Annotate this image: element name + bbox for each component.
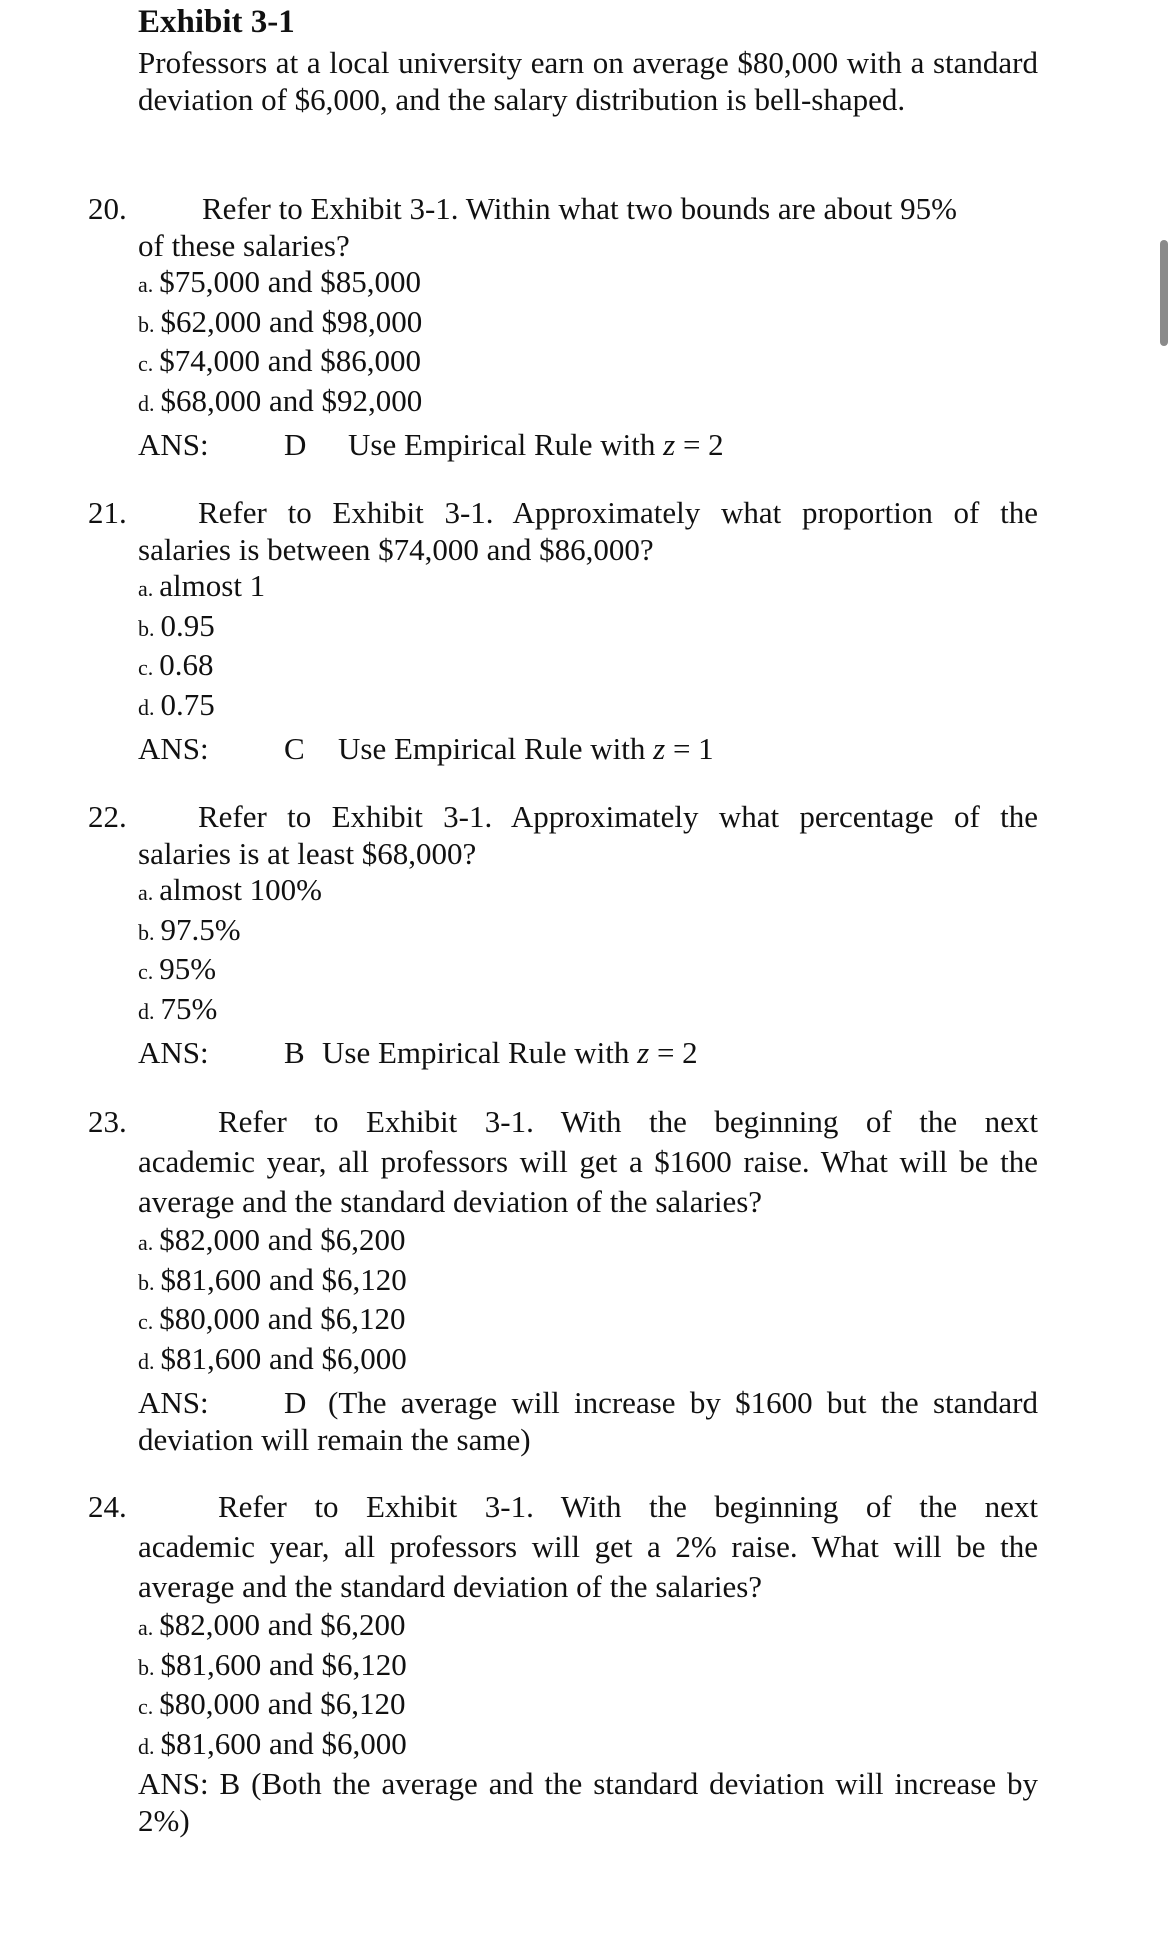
choice-a: a. $82,000 and $6,200 bbox=[138, 1607, 406, 1642]
choice-c: c. $74,000 and $86,000 bbox=[138, 343, 422, 378]
exhibit-3-1 bbox=[138, 0, 1038, 118]
question-number: 21. bbox=[88, 495, 127, 530]
choice-list bbox=[88, 568, 1038, 726]
choice-c: c. 95% bbox=[138, 951, 217, 986]
question-24 bbox=[88, 1487, 1038, 1839]
question-stem-rest: academic year, all professors will get a 2% raise. What will be the average and the standard deviation of the salaries? bbox=[138, 1529, 1038, 1604]
choice-a: a. almost 1 bbox=[138, 568, 266, 603]
question-stem-first-line: 23. Refer to Exhibit 3-1. With the beginning of the next bbox=[88, 1102, 1038, 1142]
question-stem-rest: salaries is between $74,000 and $86,000? bbox=[138, 532, 654, 567]
question-stem-rest: of these salaries? bbox=[138, 228, 350, 263]
choice-a: a. almost 100% bbox=[138, 872, 323, 907]
choice-a: a. $75,000 and $85,000 bbox=[138, 264, 422, 299]
answer-letter: D bbox=[284, 1385, 307, 1420]
choice-list bbox=[88, 1607, 1038, 1765]
choice-d: d. $81,600 and $6,000 bbox=[138, 1340, 407, 1376]
answer-line: ANS: C Use Empirical Rule with z = 1 bbox=[138, 731, 714, 766]
question-21 bbox=[88, 494, 1038, 767]
choice-d: d. $81,600 and $6,000 bbox=[138, 1725, 407, 1761]
choice-d: d. $68,000 and $92,000 bbox=[138, 382, 423, 418]
question-stem-first-line: 24. Refer to Exhibit 3-1. With the beginning of the next bbox=[88, 1487, 1038, 1527]
question-number: 23. bbox=[88, 1104, 127, 1139]
choice-b: b. 0.95 bbox=[138, 607, 215, 643]
answer-note: Use Empirical Rule with bbox=[348, 427, 656, 462]
choice-list bbox=[88, 872, 1038, 1030]
answer-line bbox=[88, 1384, 1038, 1458]
question-22 bbox=[88, 798, 1038, 1071]
answer-label: ANS: bbox=[138, 1385, 209, 1420]
answer-line: ANS: B Use Empirical Rule with z = 2 bbox=[138, 1035, 698, 1070]
answer-label: ANS: bbox=[138, 1035, 209, 1070]
choice-c: c. 0.68 bbox=[138, 647, 214, 682]
choice-a: a. $82,000 and $6,200 bbox=[138, 1222, 406, 1257]
answer-line: ANS: D Use Empirical Rule with z = 2 bbox=[138, 427, 724, 462]
question-stem-first-line: 22. Refer to Exhibit 3-1. Approximately what percentage of the bbox=[88, 799, 1038, 834]
answer-note: Use Empirical Rule with bbox=[338, 731, 646, 766]
choice-list bbox=[88, 1222, 1038, 1380]
exhibit-description: Professors at a local university earn on average $80,000 with a standard deviation of $6,000, and the salary distribution is bell-shaped. bbox=[138, 45, 1038, 117]
question-number: 24. bbox=[88, 1489, 127, 1524]
choice-list bbox=[88, 264, 1038, 422]
choice-c: c. $80,000 and $6,120 bbox=[138, 1686, 406, 1721]
answer-label: ANS: bbox=[138, 731, 209, 766]
question-23 bbox=[88, 1102, 1038, 1458]
choice-b: b. $81,600 and $6,120 bbox=[138, 1646, 407, 1682]
question-number: 22. bbox=[88, 799, 127, 834]
question-stem-first-line: 20. Refer to Exhibit 3-1. Within what two bounds are about 95% bbox=[88, 191, 957, 226]
exhibit-title: Exhibit 3-1 bbox=[138, 4, 295, 40]
choice-b: b. $62,000 and $98,000 bbox=[138, 303, 423, 339]
answer-letter: B bbox=[284, 1035, 305, 1070]
choice-c: c. $80,000 and $6,120 bbox=[138, 1301, 406, 1336]
question-stem-rest: salaries is at least $68,000? bbox=[138, 836, 477, 871]
choice-d: d. 0.75 bbox=[138, 686, 215, 722]
answer-letter: C bbox=[284, 731, 305, 766]
answer-label: ANS: bbox=[138, 427, 209, 462]
question-stem-rest: academic year, all professors will get a $1600 raise. What will be the average and the standard deviation of the salaries? bbox=[138, 1144, 1038, 1219]
question-number: 20. bbox=[88, 191, 127, 226]
choice-b: b. 97.5% bbox=[138, 911, 241, 947]
answer-letter: D bbox=[284, 427, 307, 462]
answer-line: ANS: B (Both the average and the standard deviation will increase by 2%) bbox=[138, 1766, 1038, 1838]
answer-note: (The average will increase by $1600 but the standard deviation will remain the same) bbox=[138, 1385, 1038, 1457]
answer-note: Use Empirical Rule with bbox=[322, 1035, 630, 1070]
question-20 bbox=[88, 190, 1038, 463]
question-stem-first-line: 21. Refer to Exhibit 3-1. Approximately what proportion of the bbox=[88, 495, 1038, 530]
scrollbar-thumb[interactable] bbox=[1160, 240, 1168, 346]
choice-d: d. 75% bbox=[138, 990, 218, 1026]
choice-b: b. $81,600 and $6,120 bbox=[138, 1261, 407, 1297]
